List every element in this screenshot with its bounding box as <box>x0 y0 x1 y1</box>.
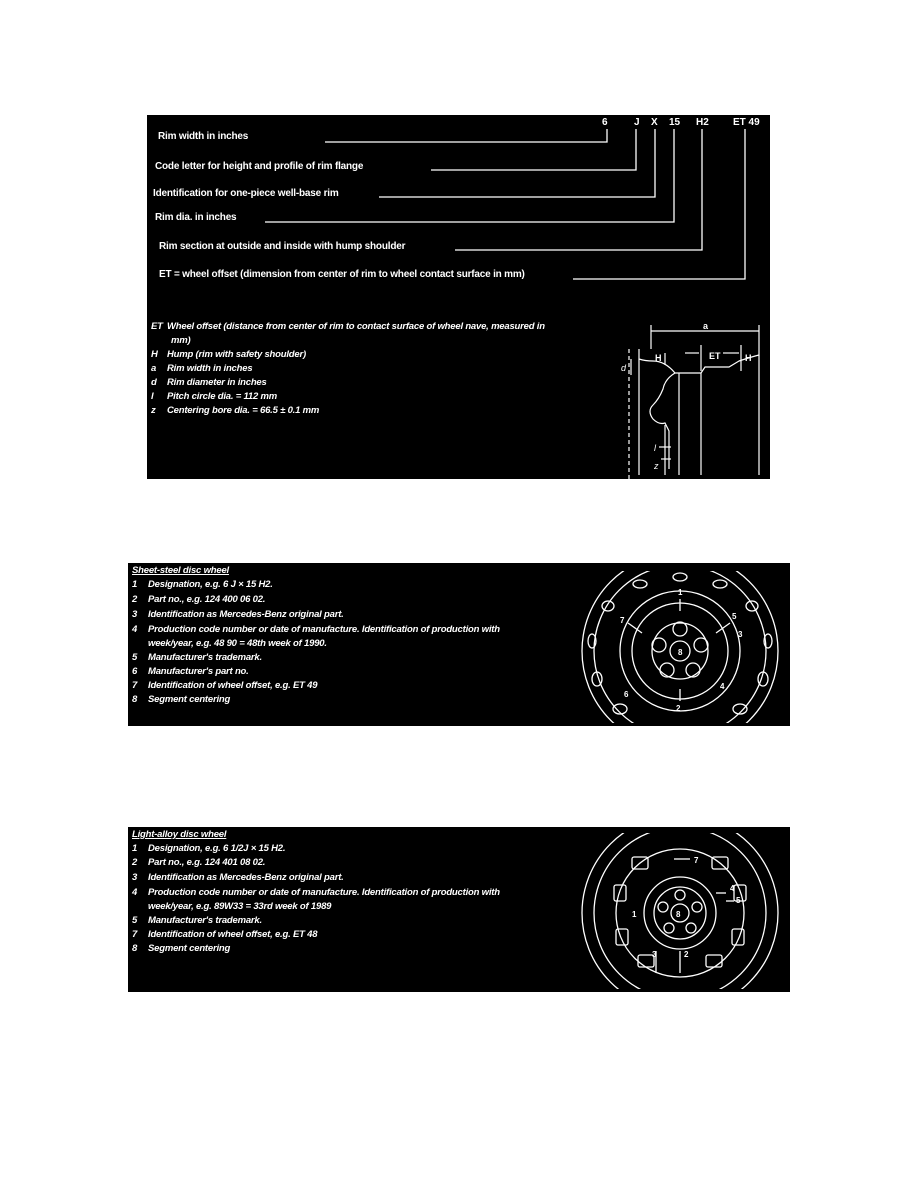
item-text: Designation, e.g. 6 J × 15 H2. <box>148 579 273 590</box>
callout-1: 1 <box>678 588 683 597</box>
legend-row-et <box>151 321 545 332</box>
callout-6: 6 <box>624 690 629 699</box>
legend-text: mm) <box>171 335 191 346</box>
caption-well-base: Identification for one-piece well-base rim <box>153 188 339 199</box>
item-num: 4 <box>132 887 138 898</box>
item-num: 5 <box>132 652 138 663</box>
code-offset: ET 49 <box>733 117 760 128</box>
label-l: l <box>654 443 656 453</box>
leader-rim-width <box>325 129 607 142</box>
item-text: Segment centering <box>148 694 231 705</box>
steel-item <box>132 579 273 590</box>
steel-item <box>132 638 327 649</box>
alloy-item <box>132 872 344 883</box>
alloy-item <box>132 901 331 912</box>
alloy-item <box>132 843 285 854</box>
rim-section-diagram <box>609 319 770 479</box>
legend-row-et-cont <box>151 335 190 346</box>
item-text: week/year, e.g. 89W33 = 33rd week of 1989 <box>148 901 332 912</box>
bolt-hole <box>652 638 666 652</box>
legend-row-a <box>151 363 252 374</box>
label-h-right: H <box>745 353 752 363</box>
label-z: z <box>654 461 659 471</box>
legend-text: Rim width in inches <box>167 363 253 374</box>
label-et: ET <box>709 351 721 361</box>
item-text: Part no., e.g. 124 400 06 02. <box>148 594 266 605</box>
legend-text: Centering bore dia. = 66.5 ± 0.1 mm <box>167 405 320 416</box>
alloy-item <box>132 915 262 926</box>
legend-key: a <box>151 363 157 374</box>
bolt-hole <box>686 663 700 677</box>
callout-3: 3 <box>652 950 657 959</box>
legend-key: H <box>151 349 158 360</box>
steel-item <box>132 652 262 663</box>
item-text: Identification as Mercedes-Benz original part. <box>148 872 344 883</box>
item-num: 8 <box>132 943 138 954</box>
alloy-wheel-title: Light-alloy disc wheel <box>132 829 227 840</box>
legend-row-d <box>151 377 267 388</box>
label-a: a <box>703 321 709 331</box>
callout-7: 7 <box>620 616 625 625</box>
label-h-left: H <box>655 353 662 363</box>
leader-rim-dia <box>265 129 674 222</box>
legend-text: Wheel offset (distance from center of rim to contact surface of wheel nave, measured in <box>167 321 545 332</box>
code-hump: H2 <box>696 117 709 128</box>
alloy-item <box>132 929 317 940</box>
callout-4: 4 <box>720 682 725 691</box>
legend-key: ET <box>151 321 163 332</box>
item-text: Identification of wheel offset, e.g. ET 48 <box>148 929 318 940</box>
bolt-hole <box>673 622 687 636</box>
caption-rim-width: Rim width in inches <box>158 131 249 142</box>
alloy-item <box>132 887 500 898</box>
legend-key: l <box>151 391 154 402</box>
code-rim-width: 6 <box>602 117 608 128</box>
leader-flange-code <box>431 129 636 170</box>
item-text: Part no., e.g. 124 401 08 02. <box>148 857 266 868</box>
legend-text: Rim diameter in inches <box>167 377 267 388</box>
leader-well-base <box>379 129 655 197</box>
item-num <box>132 638 148 649</box>
steel-item <box>132 680 317 691</box>
leader-hump <box>455 129 702 250</box>
item-num: 2 <box>132 857 138 868</box>
item-num: 3 <box>132 609 138 620</box>
legend-text: Hump (rim with safety shoulder) <box>167 349 306 360</box>
callout-2: 2 <box>676 704 681 713</box>
callout-8: 8 <box>678 648 683 657</box>
alloy-item <box>132 943 230 954</box>
legend-key: d <box>151 377 157 388</box>
legend-key: z <box>151 405 156 416</box>
item-text: week/year, e.g. 48 90 = 48th week of 1990. <box>148 638 327 649</box>
item-text: Manufacturer's trademark. <box>148 652 262 663</box>
callout-8: 8 <box>676 910 681 919</box>
item-text: Designation, e.g. 6 1/2J × 15 H2. <box>148 843 286 854</box>
label-d: d <box>621 363 627 373</box>
steel-item <box>132 609 344 620</box>
steel-item <box>132 666 249 677</box>
steel-wheel-panel <box>128 563 790 726</box>
steel-item <box>132 694 230 705</box>
item-text: Segment centering <box>148 943 231 954</box>
item-num: 5 <box>132 915 138 926</box>
item-text: Manufacturer's part no. <box>148 666 249 677</box>
caption-hump: Rim section at outside and inside with hump shoulder <box>159 241 406 252</box>
legend-row-l <box>151 391 277 402</box>
legend-text: Pitch circle dia. = 112 mm <box>167 391 278 402</box>
callout-2: 2 <box>684 950 689 959</box>
callout-4: 4 <box>730 884 735 893</box>
item-num <box>132 901 148 912</box>
item-num: 1 <box>132 843 138 854</box>
code-rim-dia: 15 <box>669 117 681 128</box>
item-num: 8 <box>132 694 138 705</box>
callout-5: 5 <box>732 612 737 621</box>
item-text: Production code number or date of manufacture. Identification of production with <box>148 887 500 898</box>
code-well-base: X <box>651 117 658 128</box>
callout-5: 5 <box>736 896 741 905</box>
alloy-item <box>132 857 265 868</box>
alloy-wheel-drawing <box>580 833 785 989</box>
bolt-hole <box>694 638 708 652</box>
rim-code-panel <box>147 115 770 479</box>
code-flange-letter: J <box>634 117 640 128</box>
callout-3: 3 <box>738 630 743 639</box>
item-text: Manufacturer's trademark. <box>148 915 262 926</box>
item-num: 1 <box>132 579 138 590</box>
leader-offset <box>573 129 745 279</box>
steel-wheel-drawing <box>580 571 785 723</box>
wheel-disc-profile <box>650 373 675 469</box>
steel-item <box>132 624 500 635</box>
legend-row-z <box>151 405 319 416</box>
item-num: 6 <box>132 666 138 677</box>
item-num: 4 <box>132 624 138 635</box>
item-text: Production code number or date of manufacture. Identification of production with <box>148 624 500 635</box>
caption-offset: ET = wheel offset (dimension from center of rim to wheel contact surface in mm) <box>159 269 525 280</box>
alloy-wheel-panel <box>128 827 790 992</box>
item-text: Identification of wheel offset, e.g. ET 49 <box>148 680 318 691</box>
legend-key <box>151 335 171 346</box>
callout-1: 1 <box>632 910 637 919</box>
caption-flange-code: Code letter for height and profile of rim flange <box>155 161 364 172</box>
steel-item <box>132 594 265 605</box>
item-text: Identification as Mercedes-Benz original part. <box>148 609 344 620</box>
bolt-hole <box>660 663 674 677</box>
steel-wheel-title: Sheet-steel disc wheel <box>132 565 229 576</box>
item-num: 2 <box>132 594 138 605</box>
item-num: 7 <box>132 929 138 940</box>
callout-7: 7 <box>694 856 699 865</box>
item-num: 3 <box>132 872 138 883</box>
item-num: 7 <box>132 680 138 691</box>
caption-rim-dia: Rim dia. in inches <box>155 212 237 223</box>
leader-lines <box>147 115 770 295</box>
legend-row-h <box>151 349 306 360</box>
